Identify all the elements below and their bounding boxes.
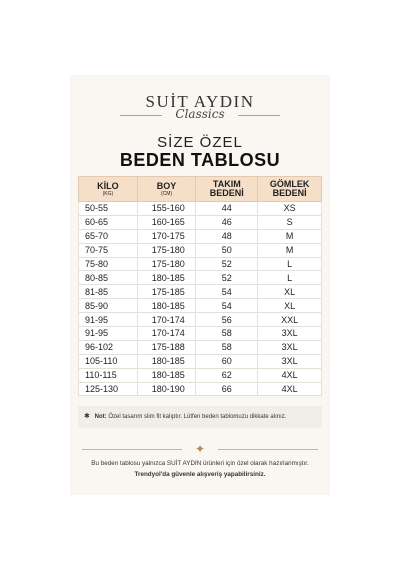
shirt-size-cell: XL (258, 285, 322, 299)
header-label: BOY (156, 180, 177, 191)
height-cell: 180-185 (137, 299, 196, 313)
weight-cell: 80-85 (79, 271, 138, 285)
title-line1: SİZE ÖZEL (157, 134, 243, 151)
height-cell: 155-160 (137, 202, 196, 216)
header-weight (79, 177, 138, 202)
table-header-row (79, 177, 322, 202)
footer-line1: Bu beden tablosu yalnızca SUİT AYDIN ürünleri için özel olarak hazırlanmıştır. (91, 460, 309, 467)
header-label: GÖMLEK BEDENİ (269, 179, 310, 198)
shirt-size-cell: L (258, 257, 322, 271)
shirt-size-cell: S (258, 215, 322, 229)
height-cell: 180-185 (137, 368, 196, 382)
suit-size-cell: 46 (196, 215, 258, 229)
weight-cell: 50-55 (79, 202, 138, 216)
table-row (79, 299, 322, 313)
header-shirt-size (258, 177, 322, 202)
suit-size-cell: 62 (196, 368, 258, 382)
note-box (78, 406, 322, 428)
suit-size-cell: 50 (196, 243, 258, 257)
weight-cell: 85-90 (79, 299, 138, 313)
page-title: BEDEN TABLOSU (119, 150, 281, 170)
suit-size-cell: 44 (196, 202, 258, 216)
sparkle-icon: ✦ (194, 442, 206, 456)
note-text: Özel tasarım slim fit kalıptır. Lütfen beden tablomuzu dikkate alınız. (108, 414, 287, 420)
table-row (79, 368, 322, 382)
table-row (79, 243, 322, 257)
weight-cell: 105-110 (79, 354, 138, 368)
footer-line2: Trendyol'da güvenle alışveriş yapabilirsiniz. (134, 471, 266, 478)
table-row (79, 327, 322, 341)
brand-name: SUİT AYDIN (145, 92, 255, 111)
suit-size-cell: 66 (196, 382, 258, 396)
height-cell: 175-188 (137, 340, 196, 354)
shirt-size-cell: 3XL (258, 327, 322, 341)
shirt-size-cell: 4XL (258, 382, 322, 396)
brand-subtitle: Classics (175, 107, 225, 121)
height-cell: 160-165 (137, 215, 196, 229)
weight-cell: 96-102 (79, 340, 138, 354)
height-cell: 170-174 (137, 313, 196, 327)
height-cell: 170-174 (137, 327, 196, 341)
table-row (79, 382, 322, 396)
shirt-size-cell: XL (258, 299, 322, 313)
divider-right (218, 449, 318, 450)
height-cell: 175-185 (137, 285, 196, 299)
shirt-size-cell: XS (258, 202, 322, 216)
shirt-size-cell: XXL (258, 313, 322, 327)
weight-cell: 81-85 (79, 285, 138, 299)
weight-cell: 75-80 (79, 257, 138, 271)
weight-cell: 125-130 (79, 382, 138, 396)
suit-size-cell: 58 (196, 340, 258, 354)
shirt-size-cell: M (258, 243, 322, 257)
header-height (137, 177, 196, 202)
height-cell: 180-185 (137, 271, 196, 285)
suit-size-cell: 54 (196, 299, 258, 313)
height-cell: 170-175 (137, 229, 196, 243)
suit-size-cell: 60 (196, 354, 258, 368)
weight-cell: 91-95 (79, 313, 138, 327)
suit-size-cell: 56 (196, 313, 258, 327)
shirt-size-cell: 3XL (258, 354, 322, 368)
pin-icon: ✱ (84, 413, 90, 420)
shirt-size-cell: L (258, 271, 322, 285)
height-cell: 180-190 (137, 382, 196, 396)
height-cell: 175-180 (137, 243, 196, 257)
weight-cell: 70-75 (79, 243, 138, 257)
header-label: TAKIM BEDENİ (209, 179, 244, 198)
note-label: Not: (94, 414, 107, 420)
height-cell: 175-180 (137, 257, 196, 271)
table-row (79, 229, 322, 243)
shirt-size-cell: 4XL (258, 368, 322, 382)
table-row (79, 340, 322, 354)
suit-size-cell: 58 (196, 327, 258, 341)
suit-size-cell: 52 (196, 271, 258, 285)
weight-cell: 91-95 (79, 327, 138, 341)
table-row (79, 215, 322, 229)
header-unit: (CM) (161, 190, 173, 197)
weight-cell: 60-65 (79, 215, 138, 229)
suit-size-cell: 54 (196, 285, 258, 299)
weight-cell: 110-115 (79, 368, 138, 382)
table-row (79, 354, 322, 368)
divider-left (82, 449, 182, 450)
suit-size-cell: 48 (196, 229, 258, 243)
table-row (79, 285, 322, 299)
table-row (79, 271, 322, 285)
size-table (78, 176, 322, 396)
header-label: KİLO (97, 180, 119, 191)
suit-size-cell: 52 (196, 257, 258, 271)
table-row (79, 202, 322, 216)
table-row (79, 313, 322, 327)
shirt-size-cell: M (258, 229, 322, 243)
header-suit-size (196, 177, 258, 202)
weight-cell: 65-70 (79, 229, 138, 243)
header-unit: (KG) (102, 190, 114, 197)
table-row (79, 257, 322, 271)
shirt-size-cell: 3XL (258, 340, 322, 354)
height-cell: 180-185 (137, 354, 196, 368)
